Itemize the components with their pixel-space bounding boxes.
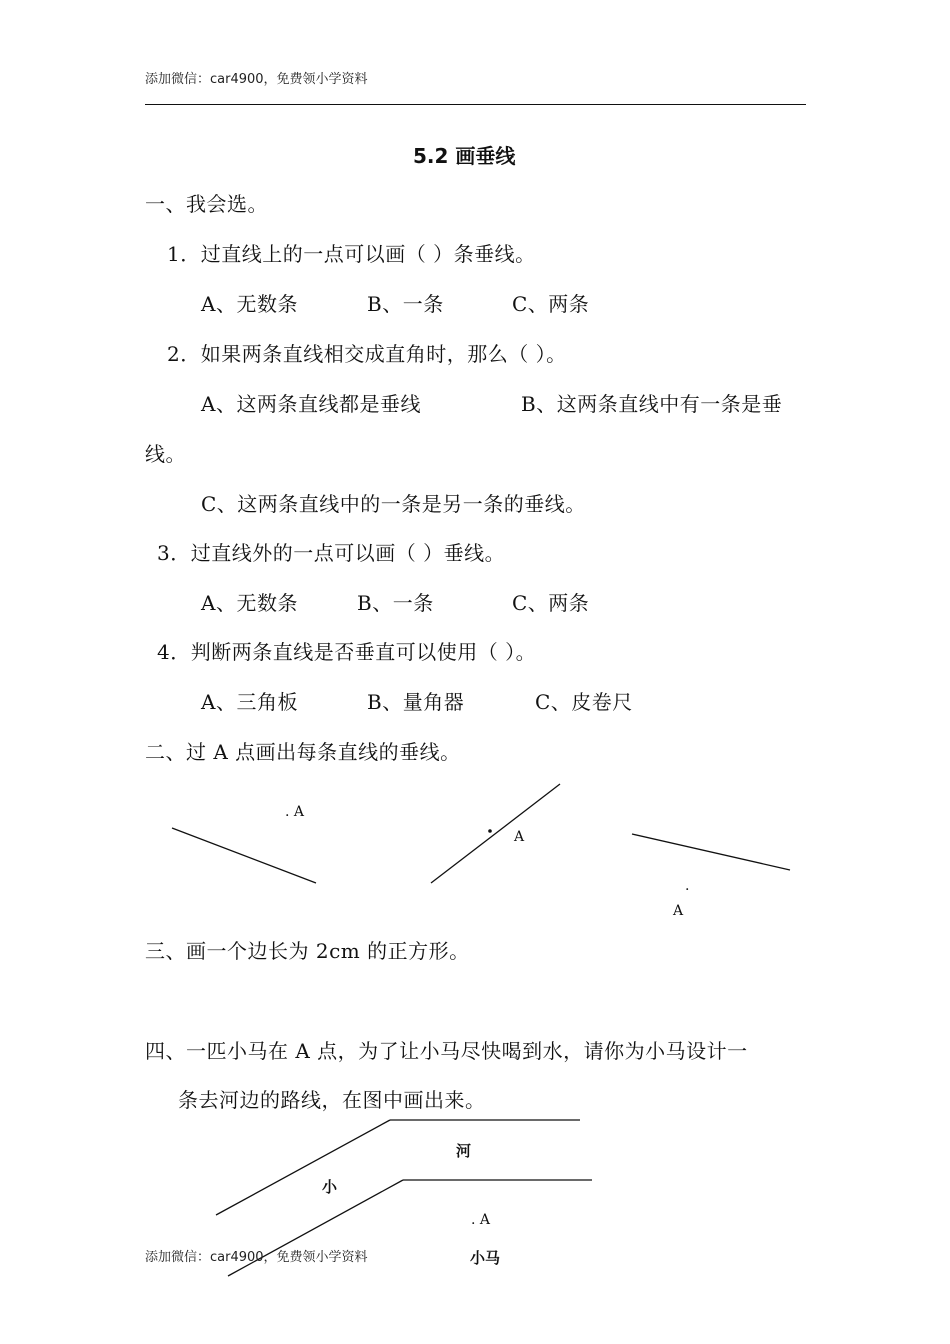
horse-point-label: . A [471,1212,491,1228]
page-footer: 添加微信：car4900，免费领小学资料 [145,1250,368,1265]
section2-heading: 二、过 A 点画出每条直线的垂线。 [145,740,461,764]
fig2-point [488,829,492,833]
q3-text: 3．过直线外的一点可以画（ ）垂线。 [157,541,506,565]
fig3-point-dot: . [685,878,690,894]
horse-label: 小马 [470,1249,501,1267]
small-label: 小 [322,1178,338,1196]
q1-text: 1．过直线上的一点可以画（ ）条垂线。 [167,242,536,266]
q1-option-c: C、两条 [512,292,590,316]
q3-option-c: C、两条 [512,591,590,615]
page-header: 添加微信：car4900，免费领小学资料 [145,72,368,87]
section4-heading-line1: 四、一匹小马在 A 点，为了让小马尽快喝到水，请你为小马设计一 [145,1039,748,1063]
q3-option-a: A、无数条 [201,591,298,615]
section1-heading: 一、我会选。 [145,192,268,216]
fig3-point-label: A [673,903,684,919]
fig2-point-label: A [514,829,525,845]
fig2-line [431,784,560,883]
fig1-point-label: . A [285,804,305,820]
q4-option-a: A、三角板 [201,690,298,714]
q2-option-c: C、这两条直线中的一条是另一条的垂线。 [201,492,586,516]
fig3-line [632,834,790,870]
q3-option-b: B、一条 [357,591,434,615]
q4-text: 4．判断两条直线是否垂直可以使用（ ）。 [157,640,537,664]
fig1-line [172,828,316,883]
q2-option-a: A、这两条直线都是垂线 [201,392,421,416]
q1-option-b: B、一条 [367,292,444,316]
river-label: 河 [456,1142,472,1160]
section3-heading: 三、画一个边长为 2cm 的正方形。 [145,939,470,963]
q4-option-c: C、皮卷尺 [535,690,633,714]
q2-option-b-continued: 线。 [145,442,186,466]
section4-heading-line2: 条去河边的路线，在图中画出来。 [178,1088,486,1112]
q1-option-a: A、无数条 [201,292,298,316]
q2-option-b: B、这两条直线中有一条是垂 [521,392,783,416]
q2-text: 2．如果两条直线相交成直角时，那么（ ）。 [167,342,567,366]
q4-option-b: B、量角器 [367,690,465,714]
page-title: 5.2 画垂线 [413,144,516,168]
